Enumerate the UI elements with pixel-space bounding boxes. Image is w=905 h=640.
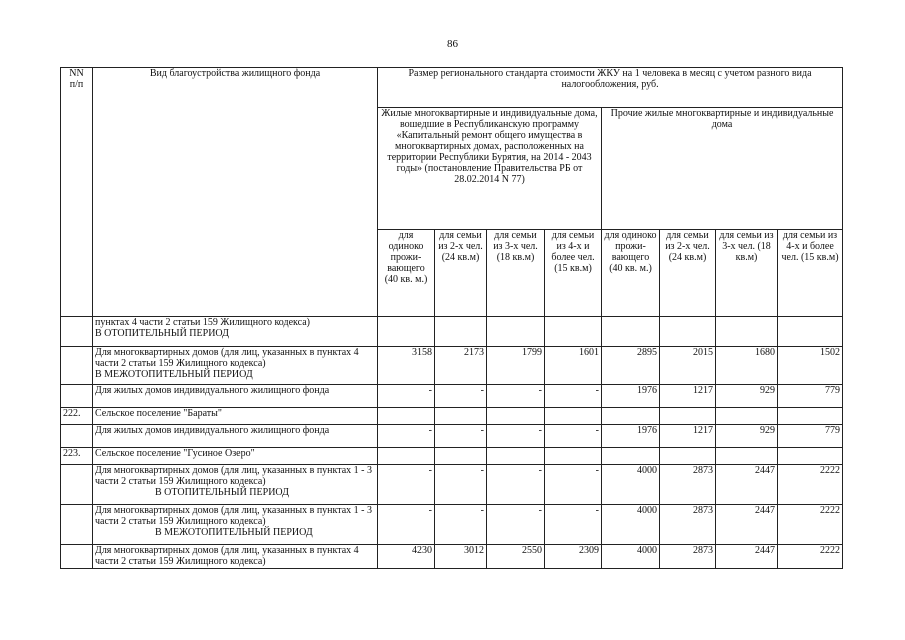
row-value: - xyxy=(435,385,487,408)
row-value xyxy=(602,317,660,347)
row-value xyxy=(660,317,716,347)
row-value xyxy=(716,317,778,347)
col-header-6: для семьи из 2-х чел. (24 кв.м) xyxy=(660,230,716,317)
row-text: Для многоквартирных домов (для лиц, указанных в пунктах 1 - 3 части 2 статьи 159 Жилищного кодекса) xyxy=(95,505,373,527)
table-row xyxy=(61,465,843,505)
col-header-4: для семьи из 4-х и более чел. (15 кв.м) xyxy=(545,230,602,317)
table-row xyxy=(61,408,843,425)
row-text: пунктах 4 части 2 статьи 159 Жилищного кодекса) xyxy=(95,317,310,328)
row-value: 779 xyxy=(778,385,843,408)
row-value xyxy=(435,448,487,465)
row-value: 2447 xyxy=(716,545,778,569)
row-text: Для жилых домов индивидуального жилищного фонда xyxy=(95,385,330,396)
row-value: 2550 xyxy=(487,545,545,569)
row-value: 779 xyxy=(778,425,843,448)
header-group-program: Жилые многоквартирные и индивидуальные дома, вошедшие в Республиканскую программу «Капитальный ремонт общего имущества в многоквартирных домах, расположенных на территории Республики Бурятия, на 2014 - 2043 годы» (постановление Правительства РБ от 28.02.2014 N 77) xyxy=(378,108,602,230)
row-description xyxy=(93,385,378,408)
row-value xyxy=(602,448,660,465)
row-value xyxy=(487,448,545,465)
row-index xyxy=(61,465,93,505)
header-type: Вид благоустройства жилищного фонда xyxy=(93,68,378,317)
table-row xyxy=(61,505,843,545)
row-value xyxy=(716,448,778,465)
row-value xyxy=(660,448,716,465)
row-value: 1799 xyxy=(487,347,545,385)
row-description xyxy=(93,545,378,569)
row-period: В ОТОПИТЕЛЬНЫЙ ПЕРИОД xyxy=(95,328,229,339)
row-value: 4230 xyxy=(378,545,435,569)
row-text: Сельское поселение "Гусиное Озеро" xyxy=(95,448,255,459)
row-text: Для многоквартирных домов (для лиц, указанных в пунктах 1 - 3 части 2 статьи 159 Жилищного кодекса) xyxy=(95,465,373,487)
row-value: 2873 xyxy=(660,545,716,569)
table-row xyxy=(61,347,843,385)
col-header-8: для семьи из 4-х и более чел. (15 кв.м) xyxy=(778,230,843,317)
tariff-table xyxy=(60,67,843,569)
row-index xyxy=(61,317,93,347)
row-value: 4000 xyxy=(602,465,660,505)
row-value: 2447 xyxy=(716,465,778,505)
table-body xyxy=(61,317,843,569)
row-value xyxy=(378,317,435,347)
row-value: 2895 xyxy=(602,347,660,385)
row-value: 1217 xyxy=(660,425,716,448)
row-value: - xyxy=(487,425,545,448)
row-value: 2222 xyxy=(778,465,843,505)
row-value: - xyxy=(487,465,545,505)
row-value: 1217 xyxy=(660,385,716,408)
table-row xyxy=(61,385,843,408)
row-text: Сельское поселение "Бараты" xyxy=(95,408,222,419)
row-value: 1976 xyxy=(602,425,660,448)
header-size: Размер регионального стандарта стоимости ЖКУ на 1 человека в месяц с учетом разного вида налогообложения, руб. xyxy=(378,68,843,108)
header-group-other: Прочие жилые многоквартирные и индивидуальные дома xyxy=(602,108,843,230)
row-value: - xyxy=(378,505,435,545)
row-value xyxy=(435,317,487,347)
row-value: 1680 xyxy=(716,347,778,385)
row-value: 1502 xyxy=(778,347,843,385)
row-value: 2447 xyxy=(716,505,778,545)
row-description xyxy=(93,465,378,505)
row-index xyxy=(61,347,93,385)
row-description xyxy=(93,317,378,347)
row-period: В МЕЖОТОПИТЕЛЬНЫЙ ПЕРИОД xyxy=(155,527,313,538)
row-value xyxy=(378,448,435,465)
table-row xyxy=(61,317,843,347)
row-value: - xyxy=(435,425,487,448)
row-value: - xyxy=(378,425,435,448)
row-index: 223. xyxy=(61,448,93,465)
row-text: Для многоквартирных домов (для лиц, указанных в пунктах 4 части 2 статьи 159 Жилищного кодекса) xyxy=(95,347,359,369)
row-value: - xyxy=(545,505,602,545)
row-index: 222. xyxy=(61,408,93,425)
row-index xyxy=(61,385,93,408)
col-header-5: для одиноко прожи-вающего (40 кв. м.) xyxy=(602,230,660,317)
header-nn: NN п/п xyxy=(61,68,93,317)
row-value: - xyxy=(545,465,602,505)
row-value xyxy=(778,408,843,425)
table-row xyxy=(61,545,843,569)
row-value: 3158 xyxy=(378,347,435,385)
row-text: Для многоквартирных домов (для лиц, указанных в пунктах 4 части 2 статьи 159 Жилищного кодекса) xyxy=(95,545,359,567)
row-value: 1601 xyxy=(545,347,602,385)
row-value: - xyxy=(378,465,435,505)
row-value xyxy=(487,408,545,425)
row-value xyxy=(545,408,602,425)
row-index xyxy=(61,425,93,448)
table-row xyxy=(61,425,843,448)
row-value: - xyxy=(435,505,487,545)
row-value: 2015 xyxy=(660,347,716,385)
row-value: 2173 xyxy=(435,347,487,385)
row-value xyxy=(716,408,778,425)
row-value: - xyxy=(545,385,602,408)
row-text: Для жилых домов индивидуального жилищного фонда xyxy=(95,425,330,436)
row-value xyxy=(602,408,660,425)
row-description xyxy=(93,347,378,385)
row-value: 1976 xyxy=(602,385,660,408)
row-value xyxy=(545,317,602,347)
row-value: - xyxy=(545,425,602,448)
row-value: 2873 xyxy=(660,505,716,545)
page-number: 86 xyxy=(447,38,458,50)
row-value: 2222 xyxy=(778,545,843,569)
row-value: 929 xyxy=(716,425,778,448)
row-value xyxy=(660,408,716,425)
row-value: 4000 xyxy=(602,545,660,569)
table-row xyxy=(61,448,843,465)
row-value: 2222 xyxy=(778,505,843,545)
row-value: 4000 xyxy=(602,505,660,545)
row-value: 2873 xyxy=(660,465,716,505)
row-value: 3012 xyxy=(435,545,487,569)
row-description xyxy=(93,448,378,465)
row-value xyxy=(778,317,843,347)
row-value: - xyxy=(378,385,435,408)
row-value xyxy=(545,448,602,465)
row-description xyxy=(93,408,378,425)
row-value: 2309 xyxy=(545,545,602,569)
row-period: В ОТОПИТЕЛЬНЫЙ ПЕРИОД xyxy=(155,487,289,498)
row-description xyxy=(93,425,378,448)
row-description xyxy=(93,505,378,545)
col-header-2: для семьи из 2-х чел. (24 кв.м) xyxy=(435,230,487,317)
col-header-3: для семьи из 3-х чел. (18 кв.м) xyxy=(487,230,545,317)
row-value: - xyxy=(435,465,487,505)
row-value: - xyxy=(487,385,545,408)
row-index xyxy=(61,505,93,545)
row-value xyxy=(487,317,545,347)
row-value: - xyxy=(487,505,545,545)
row-value: 929 xyxy=(716,385,778,408)
col-header-1: для одиноко прожи-вающего (40 кв. м.) xyxy=(378,230,435,317)
row-period: В МЕЖОТОПИТЕЛЬНЫЙ ПЕРИОД xyxy=(95,369,253,380)
row-value xyxy=(378,408,435,425)
row-index xyxy=(61,545,93,569)
row-value xyxy=(778,448,843,465)
row-value xyxy=(435,408,487,425)
col-header-7: для семьи из 3-х чел. (18 кв.м) xyxy=(716,230,778,317)
